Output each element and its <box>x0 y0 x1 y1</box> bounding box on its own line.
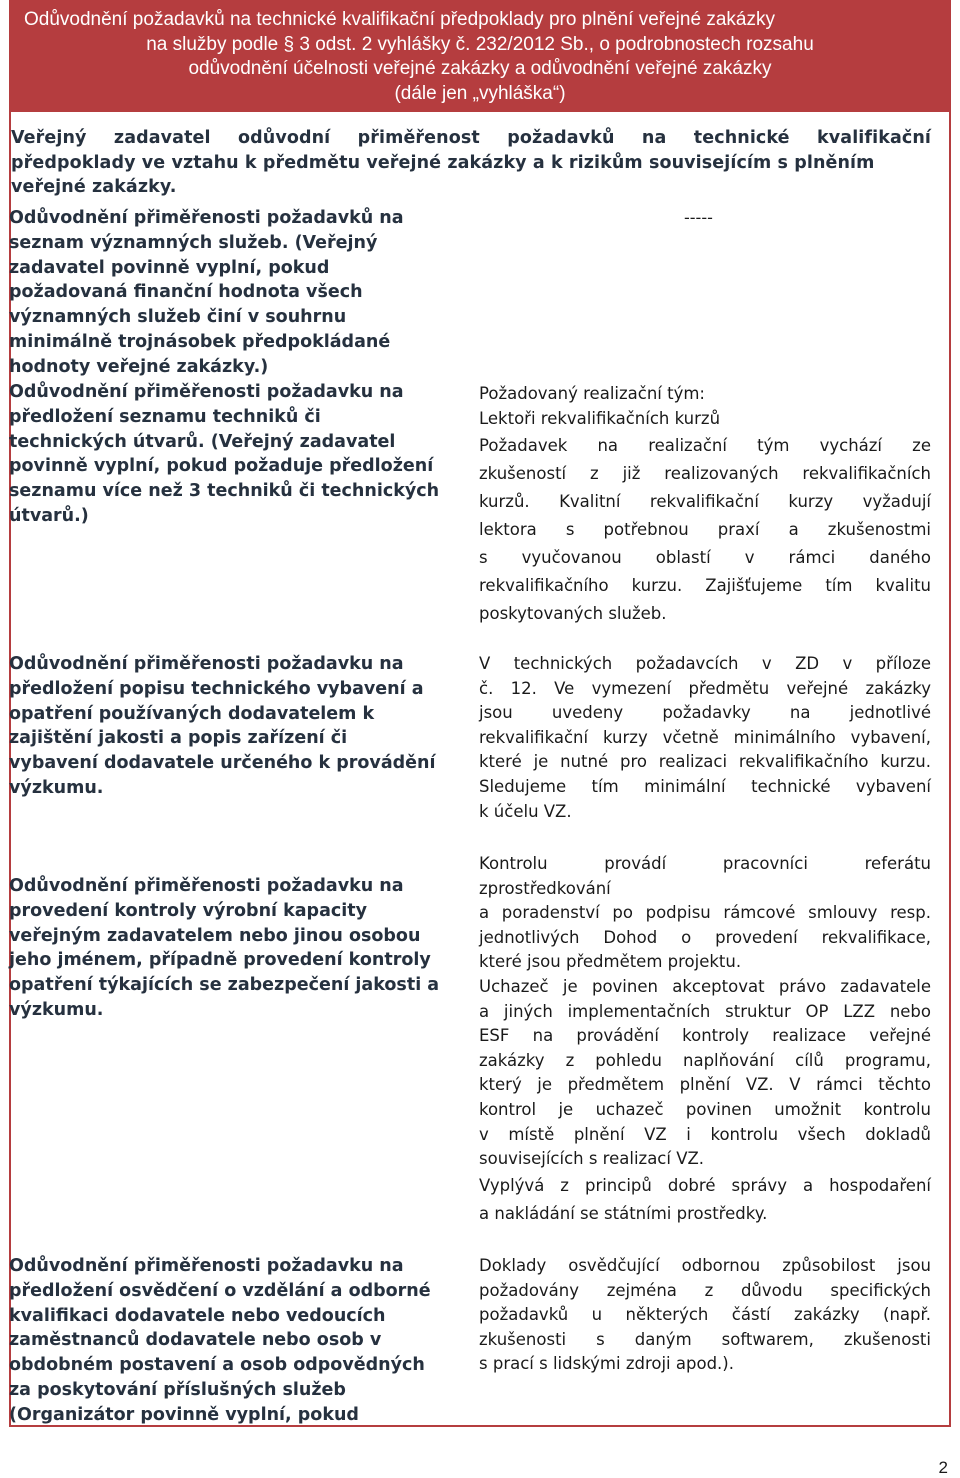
justification-empty: ----- <box>684 208 713 227</box>
requirement-label <box>9 652 465 801</box>
justification-line: kurzů. Kvalitní rekvalifikační kurzy vyžadují <box>479 492 931 511</box>
requirement-label <box>9 874 465 1023</box>
requirement-line: útvarů.) <box>9 505 89 526</box>
requirement-line: seznamu více než 3 techniků či technických <box>9 481 440 502</box>
requirement-line: Odůvodnění přiměřenosti požadavku na <box>9 654 404 674</box>
requirement-line: obdobném postavení a osob odpovědných <box>9 1355 425 1376</box>
header-line: Odůvodnění požadavků na technické kvalifikační předpoklady pro plnění veřejné zakázky <box>24 9 775 30</box>
requirement-note: zadavatel povinně vyplní, pokud <box>9 257 330 278</box>
requirement-line: seznam významných služeb. <box>9 232 289 253</box>
justification-line: jednotlivých Dohod o provedení rekvalifikace, <box>479 927 931 947</box>
requirement-line: (Organizátor povinně vyplní, pokud <box>9 1404 359 1425</box>
section-header <box>11 2 949 112</box>
justification-line: poskytovaných služeb. <box>479 604 667 623</box>
justification-line: které jsou předmětem projektu. <box>479 952 742 972</box>
justification-line: s prací s lidskými zdroji apod.). <box>479 1354 734 1374</box>
justification-line: zkušeností z již realizovaných rekvalifikačních <box>479 464 931 483</box>
requirement-line: technických útvarů. (Veřejný zadavatel <box>9 431 396 452</box>
justification-line: Požadovaný realizační tým: <box>479 384 705 403</box>
justification-line: které je nutné pro realizaci rekvalifikačního kurzu. <box>479 752 931 772</box>
requirement-label <box>9 206 465 380</box>
justification-line: rekvalifikačního kurzu. Zajišťujeme tím kvalitu <box>479 576 931 595</box>
requirement-line: Odůvodnění přiměřenosti požadavku na <box>9 1256 404 1276</box>
justification-line: Kontrolu provádí pracovníci referátu <box>479 854 931 873</box>
justification-line: v místě plnění VZ i kontrolu všech dokladů <box>479 1124 931 1144</box>
requirement-note: požadovaná finanční hodnota všech <box>9 282 363 303</box>
justification-line: kontrol je uchazeč povinen umožnit kontrolu <box>479 1099 931 1119</box>
justification-text <box>479 1254 931 1377</box>
justification-line: s vyučovanou oblastí v rámci daného <box>479 548 931 567</box>
header-line: na služby podle § 3 odst. 2 vyhlášky č. 232/2012 Sb., o podrobnostech rozsahu <box>146 33 814 55</box>
justification-text <box>479 382 931 628</box>
requirement-line: předložení osvědčení o vzdělání a odborné <box>9 1280 431 1301</box>
requirement-line: zaměstnanců dodavatele nebo osob v <box>9 1330 382 1351</box>
requirement-line: povinně vyplní, pokud požaduje předložení <box>9 456 434 477</box>
justification-text <box>479 652 931 824</box>
justification-line: zprostředkování <box>479 878 611 898</box>
requirement-line: Odůvodnění přiměřenosti požadavků na <box>9 208 404 228</box>
requirement-label <box>9 1254 465 1428</box>
justification-line: ESF na provádění kontroly realizace veřejné <box>479 1026 931 1046</box>
justification-line: a jiných implementačních struktur OP LZZ nebo <box>479 1001 931 1021</box>
justification-line: který je předmětem plnění VZ. V rámci těchto <box>479 1075 931 1095</box>
requirement-line: výzkumu. <box>9 999 104 1020</box>
justification-line: lektora s potřebnou praxí a zkušenostmi <box>479 520 931 539</box>
justification-line: Lektoři rekvalifikačních kurzů <box>479 409 721 428</box>
justification-line: zkušenosti s daným softwarem, zkušenosti <box>479 1329 931 1349</box>
intro-line: Veřejný zadavatel odůvodní přiměřenost požadavků na technické kvalifikační <box>11 128 931 148</box>
requirement-line: předložení seznamu techniků či <box>9 406 321 427</box>
justification-line: Sledujeme tím minimální technické vybavení <box>479 776 931 796</box>
justification-line: č. 12. Ve vymezení předmětu veřejné zakázky <box>479 678 931 698</box>
requirement-line: předložení popisu technického vybavení a <box>9 678 424 699</box>
requirement-note: významných služeb činí v souhrnu <box>9 307 347 328</box>
requirement-note: minimálně trojnásobek předpokládané <box>9 331 391 352</box>
requirement-line: jeho jménem, případně provedení kontroly <box>9 950 431 971</box>
requirement-line: opatření používaných dodavatelem k <box>9 703 375 724</box>
justification-line: a poradenství po podpisu rámcové smlouvy resp. <box>479 903 931 923</box>
intro-line: předpoklady ve vztahu k předmětu veřejné zakázky a k rizikům souvisejícím s plněním <box>11 152 875 173</box>
justification-line: a nakládání se státními prostředky. <box>479 1203 768 1223</box>
requirement-line: výzkumu. <box>9 777 104 798</box>
header-line: (dále jen „vyhláška“) <box>394 82 566 104</box>
justification-line: Vyplývá z principů dobré správy a hospodaření <box>479 1175 931 1195</box>
requirement-note: (Veřejný <box>294 232 378 253</box>
page-number: 2 <box>938 1458 948 1477</box>
justification-line: zakázky z pohledu naplňování cílů programu, <box>479 1050 931 1070</box>
justification-line: jsou uvedeny požadavky na jednotlivé <box>479 703 931 723</box>
requirement-line: Odůvodnění přiměřenosti požadavku na <box>9 382 404 402</box>
justification-line: Uchazeč je povinen akceptovat právo zadavatele <box>479 976 931 996</box>
justification-line: požadavků u některých částí zakázky (např. <box>479 1305 931 1325</box>
requirement-line: za poskytování příslušných služeb <box>9 1379 346 1400</box>
justification-line: souvisejících s realizací VZ. <box>479 1149 705 1169</box>
requirement-note: hodnoty veřejné zakázky.) <box>9 356 269 377</box>
justification-line: požadovány zejména z důvodu specifických <box>479 1280 931 1300</box>
header-line: odůvodnění účelnosti veřejné zakázky a odůvodnění veřejné zakázky <box>188 58 772 79</box>
requirement-line: kvalifikaci dodavatele nebo vedoucích <box>9 1305 386 1326</box>
requirement-line: vybavení dodavatele určeného k provádění <box>9 753 436 774</box>
justification-line: rekvalifikační kurzy včetně minimálního vybavení, <box>479 727 931 747</box>
justification-text <box>479 852 931 1228</box>
justification-line: Doklady osvědčující odbornou způsobilost jsou <box>479 1256 931 1275</box>
requirement-line: provedení kontroly výrobní kapacity <box>9 900 368 921</box>
intro-paragraph <box>11 126 931 200</box>
justification-line: Požadavek na realizační tým vychází ze <box>479 436 931 455</box>
justification-line: V technických požadavcích v ZD v příloze <box>479 654 931 673</box>
justification-line: k účelu VZ. <box>479 801 572 821</box>
requirement-line: Odůvodnění přiměřenosti požadavku na <box>9 876 404 896</box>
intro-line: veřejné zakázky. <box>11 177 177 197</box>
requirement-label <box>9 380 465 529</box>
requirement-line: veřejným zadavatelem nebo jinou osobou <box>9 925 421 946</box>
requirement-line: zajištění jakosti a popis zařízení či <box>9 728 348 749</box>
requirement-line: opatření týkajících se zabezpečení jakosti a <box>9 975 440 996</box>
